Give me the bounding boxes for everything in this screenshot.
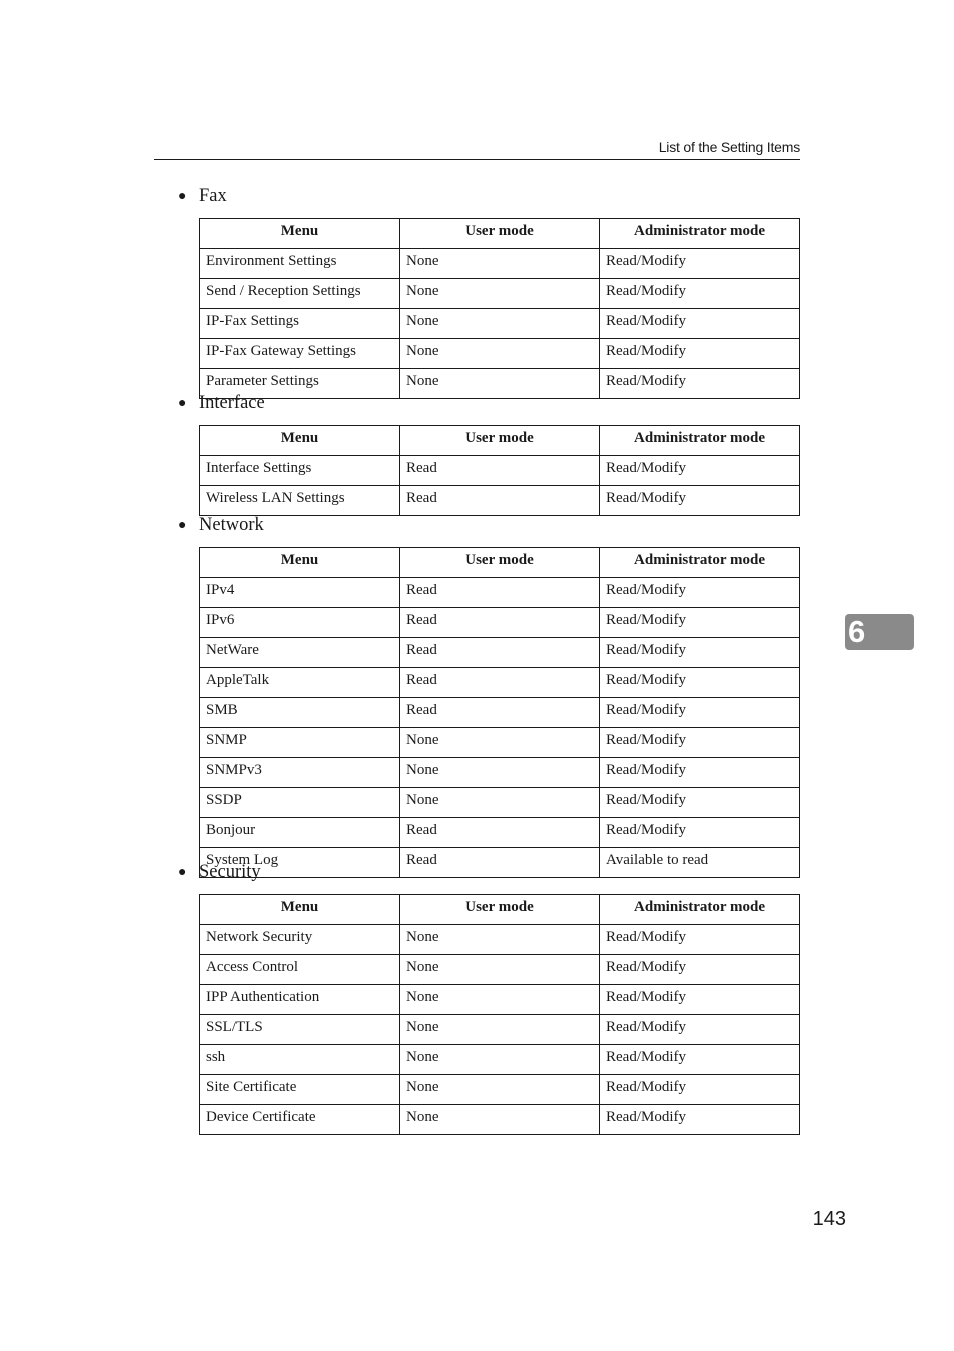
cell-user-mode: Read (400, 456, 600, 486)
cell-user-mode: Read (400, 608, 600, 638)
cell-administrator-mode: Available to read (600, 848, 800, 878)
cell-menu: IPv6 (200, 608, 400, 638)
table-row (200, 1045, 800, 1075)
table-network (199, 547, 800, 878)
running-header: List of the Setting Items (658, 139, 800, 155)
column-header-user-mode: User mode (400, 548, 600, 578)
cell-administrator-mode: Read/Modify (600, 279, 800, 309)
column-header-administrator-mode: Administrator mode (600, 548, 800, 578)
column-header-administrator-mode: Administrator mode (600, 219, 800, 249)
cell-menu: SMB (200, 698, 400, 728)
section-title: Network (199, 515, 264, 535)
column-header-menu: Menu (200, 548, 400, 578)
cell-user-mode: Read (400, 578, 600, 608)
cell-user-mode: None (400, 309, 600, 339)
table-row (200, 1075, 800, 1105)
table-security (199, 894, 800, 1135)
table-row (200, 788, 800, 818)
cell-administrator-mode: Read/Modify (600, 728, 800, 758)
bullet-icon: ● (178, 518, 187, 533)
cell-menu: IP-Fax Settings (200, 309, 400, 339)
table-row (200, 1105, 800, 1135)
cell-menu: SSL/TLS (200, 1015, 400, 1045)
cell-user-mode: None (400, 955, 600, 985)
cell-menu: SNMPv3 (200, 758, 400, 788)
cell-administrator-mode: Read/Modify (600, 955, 800, 985)
table-header-row (200, 548, 800, 578)
cell-user-mode: None (400, 369, 600, 399)
cell-menu: Network Security (200, 925, 400, 955)
table-row (200, 668, 800, 698)
table-header-row (200, 426, 800, 456)
column-header-administrator-mode: Administrator mode (600, 426, 800, 456)
cell-administrator-mode: Read/Modify (600, 985, 800, 1015)
cell-administrator-mode: Read/Modify (600, 1045, 800, 1075)
cell-user-mode: Read (400, 668, 600, 698)
cell-user-mode: None (400, 249, 600, 279)
table-row (200, 758, 800, 788)
cell-user-mode: None (400, 1045, 600, 1075)
column-header-user-mode: User mode (400, 426, 600, 456)
cell-administrator-mode: Read/Modify (600, 1075, 800, 1105)
table-row (200, 698, 800, 728)
section-heading-security (178, 860, 261, 884)
bullet-icon: ● (178, 189, 187, 204)
cell-user-mode: None (400, 728, 600, 758)
cell-menu: IP-Fax Gateway Settings (200, 339, 400, 369)
cell-administrator-mode: Read/Modify (600, 1015, 800, 1045)
cell-administrator-mode: Read/Modify (600, 578, 800, 608)
table-interface (199, 425, 800, 516)
table-row (200, 1015, 800, 1045)
cell-administrator-mode: Read/Modify (600, 456, 800, 486)
cell-administrator-mode: Read/Modify (600, 668, 800, 698)
cell-menu: SNMP (200, 728, 400, 758)
cell-administrator-mode: Read/Modify (600, 486, 800, 516)
chapter-number: 6 (848, 614, 866, 649)
cell-administrator-mode: Read/Modify (600, 309, 800, 339)
bullet-icon: ● (178, 396, 187, 411)
table-row (200, 578, 800, 608)
column-header-menu: Menu (200, 426, 400, 456)
table-row (200, 728, 800, 758)
table-row (200, 249, 800, 279)
cell-user-mode: None (400, 758, 600, 788)
cell-menu: Bonjour (200, 818, 400, 848)
table-row (200, 369, 800, 399)
cell-menu: Environment Settings (200, 249, 400, 279)
cell-menu: NetWare (200, 638, 400, 668)
cell-menu: Send / Reception Settings (200, 279, 400, 309)
section-title: Fax (199, 186, 227, 206)
cell-user-mode: None (400, 1105, 600, 1135)
cell-user-mode: None (400, 339, 600, 369)
table-row (200, 848, 800, 878)
cell-user-mode: None (400, 985, 600, 1015)
cell-menu: IPv4 (200, 578, 400, 608)
table-row (200, 985, 800, 1015)
column-header-user-mode: User mode (400, 219, 600, 249)
cell-menu: System Log (200, 848, 400, 878)
cell-menu: Site Certificate (200, 1075, 400, 1105)
cell-menu: Parameter Settings (200, 369, 400, 399)
cell-administrator-mode: Read/Modify (600, 788, 800, 818)
header-divider (154, 159, 800, 160)
cell-user-mode: Read (400, 848, 600, 878)
column-header-administrator-mode: Administrator mode (600, 895, 800, 925)
cell-user-mode: None (400, 1015, 600, 1045)
cell-administrator-mode: Read/Modify (600, 698, 800, 728)
cell-user-mode: None (400, 925, 600, 955)
table-row (200, 818, 800, 848)
table-row (200, 925, 800, 955)
column-header-user-mode: User mode (400, 895, 600, 925)
cell-user-mode: Read (400, 698, 600, 728)
table-row (200, 279, 800, 309)
cell-menu: SSDP (200, 788, 400, 818)
column-header-menu: Menu (200, 895, 400, 925)
cell-administrator-mode: Read/Modify (600, 818, 800, 848)
cell-menu: Device Certificate (200, 1105, 400, 1135)
section-title: Interface (199, 393, 265, 413)
cell-user-mode: Read (400, 638, 600, 668)
section-heading-network (178, 513, 264, 537)
cell-administrator-mode: Read/Modify (600, 249, 800, 279)
cell-administrator-mode: Read/Modify (600, 638, 800, 668)
table-row (200, 608, 800, 638)
cell-menu: ssh (200, 1045, 400, 1075)
table-header-row (200, 219, 800, 249)
table-row (200, 309, 800, 339)
cell-user-mode: Read (400, 818, 600, 848)
cell-administrator-mode: Read/Modify (600, 925, 800, 955)
cell-administrator-mode: Read/Modify (600, 339, 800, 369)
cell-user-mode: None (400, 1075, 600, 1105)
page-number: 143 (812, 1208, 846, 1230)
section-heading-interface (178, 391, 265, 415)
cell-user-mode: None (400, 279, 600, 309)
table-row (200, 339, 800, 369)
cell-administrator-mode: Read/Modify (600, 369, 800, 399)
bullet-icon: ● (178, 865, 187, 880)
table-row (200, 955, 800, 985)
column-header-menu: Menu (200, 219, 400, 249)
cell-administrator-mode: Read/Modify (600, 758, 800, 788)
cell-user-mode: None (400, 788, 600, 818)
cell-menu: IPP Authentication (200, 985, 400, 1015)
section-heading-fax (178, 184, 227, 208)
table-row (200, 486, 800, 516)
cell-menu: Interface Settings (200, 456, 400, 486)
table-row (200, 456, 800, 486)
table-header-row (200, 895, 800, 925)
cell-menu: Access Control (200, 955, 400, 985)
chapter-tab (845, 614, 914, 650)
cell-administrator-mode: Read/Modify (600, 608, 800, 638)
cell-menu: Wireless LAN Settings (200, 486, 400, 516)
cell-user-mode: Read (400, 486, 600, 516)
section-title: Security (199, 862, 261, 882)
table-row (200, 638, 800, 668)
cell-administrator-mode: Read/Modify (600, 1105, 800, 1135)
cell-menu: AppleTalk (200, 668, 400, 698)
table-fax (199, 218, 800, 399)
